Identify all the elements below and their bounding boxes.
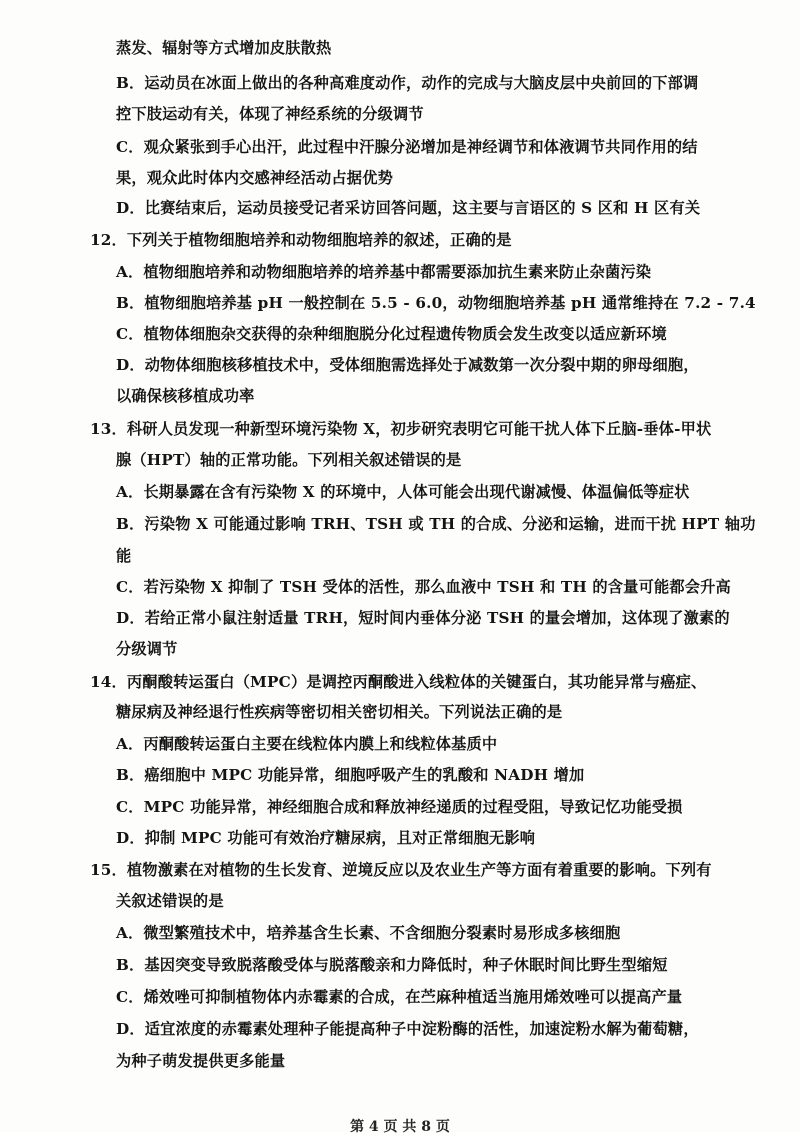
question-15-option-d-line2: 为种子萌发提供更多能量: [116, 1052, 286, 1070]
question-12-option-c: C．植物体细胞杂交获得的杂种细胞脱分化过程遗传物质会发生改变以适应新环境: [116, 325, 667, 343]
question-12-option-b: B．植物细胞培养基 pH 一般控制在 5.5 - 6.0，动物细胞培养基 pH 通常维持在 7.2 - 7.4: [116, 294, 756, 312]
question-13-option-b-line1: B．污染物 X 可能通过影响 TRH、TSH 或 TH 的合成、分泌和运输，进而干扰 HPT 轴功: [116, 515, 756, 533]
question-15-stem-line2: 关叙述错误的是: [116, 892, 224, 910]
question-14-option-a: A．丙酮酸转运蛋白主要在线粒体内膜上和线粒体基质中: [116, 735, 498, 753]
question-13-option-a: A．长期暴露在含有污染物 X 的环境中，人体可能会出现代谢减慢、体温偏低等症状: [116, 483, 690, 501]
question-13-option-d-line2: 分级调节: [116, 640, 178, 658]
question-14-stem-line1: 14．丙酮酸转运蛋白（MPC）是调控丙酮酸进入线粒体的关键蛋白，其功能异常与癌症、: [90, 673, 707, 691]
question-15-stem-line1: 15．植物激素在对植物的生长发育、逆境反应以及农业生产等方面有着重要的影响。下列有: [90, 861, 712, 879]
question-12-stem: 12．下列关于植物细胞培养和动物细胞培养的叙述，正确的是: [90, 231, 512, 249]
question-15-option-a: A．微型繁殖技术中，培养基含生长素、不含细胞分裂素时易形成多核细胞: [116, 924, 621, 942]
prev-option-c-line1: C．观众紧张到手心出汗，此过程中汗腺分泌增加是神经调节和体液调节共同作用的结: [116, 138, 698, 156]
prev-question-continuation: 蒸发、辐射等方式增加皮肤散热: [116, 39, 332, 57]
question-13-stem-line2: 腺（HPT）轴的正常功能。下列相关叙述错误的是: [116, 451, 462, 469]
question-14-option-b: B．癌细胞中 MPC 功能异常，细胞呼吸产生的乳酸和 NADH 增加: [116, 766, 585, 784]
question-13-option-b-line2: 能: [116, 547, 132, 565]
question-15-option-d-line1: D．适宜浓度的赤霉素处理种子能提高种子中淀粉酶的活性，加速淀粉水解为葡萄糖，: [116, 1020, 699, 1038]
prev-option-c-line2: 果，观众此时体内交感神经活动占据优势: [116, 169, 393, 187]
prev-option-b-line2: 控下肢运动有关，体现了神经系统的分级调节: [116, 105, 424, 123]
question-14-option-c: C．MPC 功能异常，神经细胞合成和释放神经递质的过程受阻，导致记忆功能受损: [116, 798, 683, 816]
question-13-option-c: C．若污染物 X 抑制了 TSH 受体的活性，那么血液中 TSH 和 TH 的含量可能都会升高: [116, 578, 731, 596]
question-13-option-d-line1: D．若给正常小鼠注射适量 TRH，短时间内垂体分泌 TSH 的量会增加，这体现了激素的: [116, 609, 730, 627]
question-15-option-b: B．基因突变导致脱落酸受体与脱落酸亲和力降低时，种子休眠时间比野生型缩短: [116, 956, 668, 974]
page-number-footer: 第 4 页 共 8 页: [350, 1119, 450, 1135]
question-12-option-a: A．植物细胞培养和动物细胞培养的培养基中都需要添加抗生素来防止杂菌污染: [116, 263, 652, 281]
question-12-option-d-line1: D．动物体细胞核移植技术中，受体细胞需选择处于减数第一次分裂中期的卵母细胞，: [116, 356, 699, 374]
prev-option-b-line1: B．运动员在冰面上做出的各种高难度动作，动作的完成与大脑皮层中央前回的下部调: [116, 74, 699, 92]
question-14-option-d: D．抑制 MPC 功能可有效治疗糖尿病，且对正常细胞无影响: [116, 829, 536, 847]
question-12-option-d-line2: 以确保核移植成功率: [116, 387, 255, 405]
prev-option-d: D．比赛结束后，运动员接受记者采访回答问题，这主要与言语区的 S 区和 H 区有关: [116, 199, 701, 217]
question-15-option-c: C．烯效唑可抑制植物体内赤霉素的合成，在苎麻种植适当施用烯效唑可以提高产量: [116, 988, 683, 1006]
question-14-stem-line2: 糖尿病及神经退行性疾病等密切相关密切相关。下列说法正确的是: [116, 703, 563, 721]
question-13-stem-line1: 13．科研人员发现一种新型环境污染物 X，初步研究表明它可能干扰人体下丘脑-垂体-甲状: [90, 420, 712, 438]
